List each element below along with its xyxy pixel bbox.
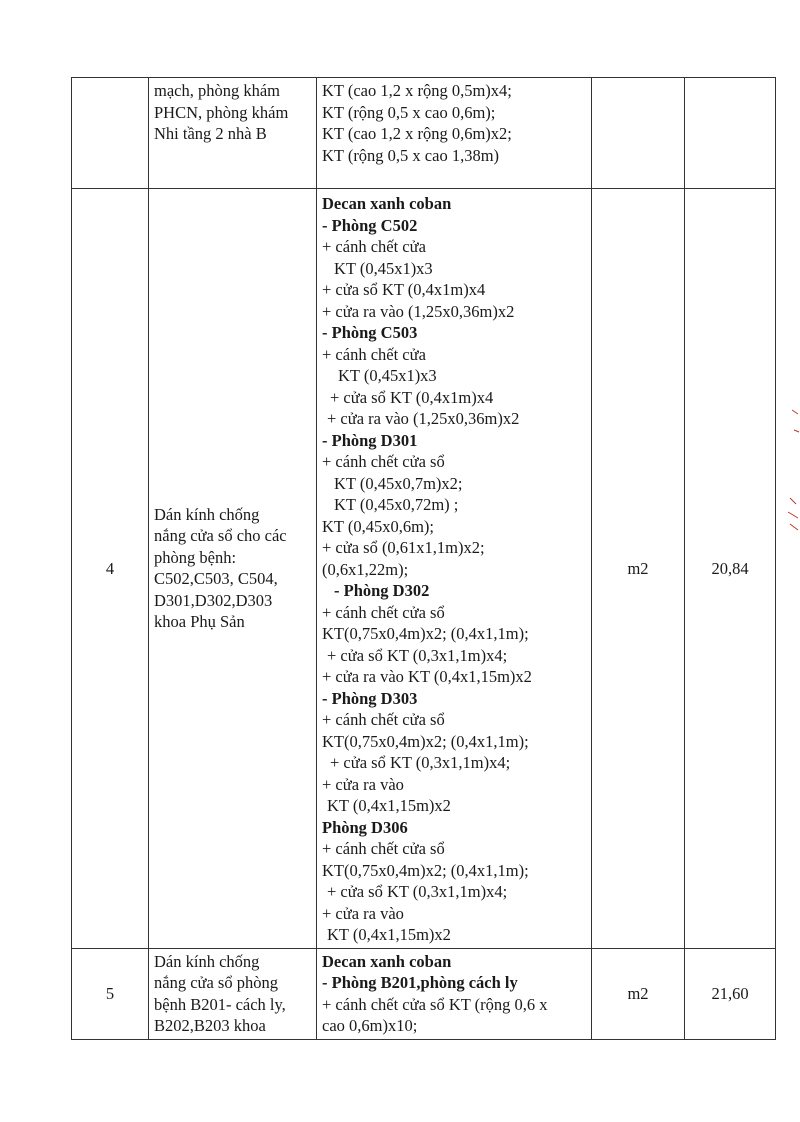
spec-line: + cửa sổ KT (0,3x1,1m)x4; — [330, 753, 511, 772]
quantity-cell — [685, 189, 776, 949]
description-line: Dán kính chống — [154, 951, 260, 971]
spec-line: KT(0,75x0,4m)x2; (0,4x1,1m); — [322, 860, 529, 880]
unit-cell — [592, 78, 685, 189]
spec-line: KT (cao 1,2 x rộng 0,6m)x2; — [322, 124, 512, 143]
spec-line: KT (0,45x0,72m) ; — [334, 495, 459, 514]
description-line: Dán kính chống — [154, 504, 260, 524]
description-cell — [149, 189, 317, 949]
spec-line: + cánh chết cửa sổ — [322, 839, 445, 858]
room-heading: - Phòng B201,phòng cách ly — [322, 973, 518, 992]
room-heading: - Phòng D303 — [322, 688, 418, 708]
specification-table — [71, 77, 776, 1040]
description-cell — [149, 78, 317, 189]
spec-line: KT (rộng 0,5 x cao 1,38m) — [322, 145, 500, 165]
description-line: khoa Phụ Sản — [154, 612, 245, 632]
description-line: mạch, phòng khám — [154, 81, 281, 100]
quantity-value: 20,84 — [711, 558, 749, 578]
spec-line: + cửa ra vào (1,25x0,36m)x2 — [322, 301, 515, 321]
spec-cell — [317, 189, 592, 949]
table-row — [72, 78, 776, 189]
spec-line: + cửa sổ KT (0,3x1,1m)x4; — [327, 645, 508, 665]
spec-line: cao 0,6m)x10; — [322, 1016, 418, 1035]
spec-line: + cửa ra vào KT (0,4x1,15m)x2 — [322, 667, 532, 686]
spec-line: + cánh chết cửa sổ KT (rộng 0,6 x — [322, 994, 548, 1014]
spec-line: + cửa sổ (0,61x1,1m)x2; — [322, 538, 485, 557]
spec-cell — [317, 78, 592, 189]
description-cell — [149, 948, 317, 1039]
table-row — [72, 948, 776, 1039]
spec-line: KT (0,4x1,15m)x2 — [327, 925, 451, 944]
spec-line: + cánh chết cửa sổ — [322, 452, 445, 471]
unit-cell — [592, 948, 685, 1039]
description-line: Nhi tầng 2 nhà B — [154, 124, 267, 143]
description-line: phòng bệnh: — [154, 547, 237, 567]
quantity-cell — [685, 78, 776, 189]
spec-line: + cửa ra vào — [322, 774, 404, 794]
description-line: C502,C503, C504, — [154, 569, 278, 589]
spec-line: KT (0,45x1)x3 — [338, 366, 437, 385]
spec-line: + cửa sổ KT (0,3x1,1m)x4; — [327, 882, 508, 901]
spec-line: + cửa sổ KT (0,4x1m)x4 — [322, 280, 486, 299]
quantity-value: 21,60 — [711, 983, 749, 1003]
spec-line: KT (0,45x0,7m)x2; — [334, 473, 463, 493]
room-heading: - Phòng C502 — [322, 215, 418, 235]
spec-line: KT (0,45x1)x3 — [334, 258, 433, 278]
spec-line: KT(0,75x0,4m)x2; (0,4x1,1m); — [322, 731, 529, 751]
spec-line: + cánh chết cửa sổ — [322, 602, 445, 622]
description-line: nắng cửa sổ phòng — [154, 973, 278, 992]
stt-cell — [72, 78, 149, 189]
material-heading: Decan xanh coban — [322, 951, 452, 971]
stt-number: 5 — [105, 983, 115, 1003]
description-line: D301,D302,D303 — [154, 590, 273, 610]
room-heading: Phòng D306 — [322, 817, 408, 837]
description-line: B202,B203 khoa — [154, 1016, 266, 1035]
unit-cell — [592, 189, 685, 949]
stt-number: 4 — [105, 558, 115, 578]
spec-line: KT(0,75x0,4m)x2; (0,4x1,1m); — [322, 624, 529, 643]
spec-line: KT (cao 1,2 x rộng 0,5m)x4; — [322, 81, 512, 100]
spec-line: KT (0,4x1,15m)x2 — [327, 796, 451, 815]
spec-line: KT (rộng 0,5 x cao 0,6m); — [322, 102, 496, 122]
description-line: bệnh B201- cách ly, — [154, 994, 286, 1014]
spec-line: + cánh chết cửa — [322, 237, 426, 256]
unit-value: m2 — [627, 983, 649, 1003]
spec-line: + cửa ra vào (1,25x0,36m)x2 — [327, 409, 520, 428]
table-row — [72, 189, 776, 949]
material-heading: Decan xanh coban — [322, 194, 452, 213]
room-heading: - Phòng D302 — [334, 581, 430, 600]
stt-cell — [72, 948, 149, 1039]
spec-line: + cửa ra vào — [322, 903, 404, 923]
room-heading: - Phòng C503 — [322, 323, 418, 342]
spec-line: (0,6x1,22m); — [322, 559, 409, 579]
spec-line: + cánh chết cửa sổ — [322, 710, 445, 729]
spec-line: + cánh chết cửa — [322, 344, 426, 364]
spec-line: KT (0,45x0,6m); — [322, 516, 434, 536]
room-heading: - Phòng D301 — [322, 430, 418, 450]
spec-cell — [317, 948, 592, 1039]
quantity-cell — [685, 948, 776, 1039]
spec-line: + cửa sổ KT (0,4x1m)x4 — [330, 387, 494, 407]
description-line: nắng cửa sổ cho các — [154, 526, 287, 546]
unit-value: m2 — [627, 558, 649, 578]
description-line: PHCN, phòng khám — [154, 102, 289, 122]
margin-stamp-marks — [784, 408, 800, 538]
stt-cell — [72, 189, 149, 949]
